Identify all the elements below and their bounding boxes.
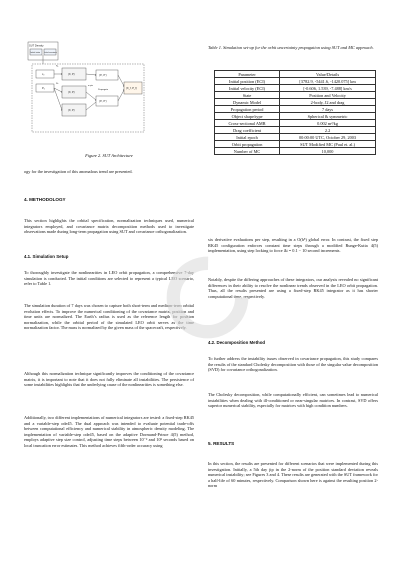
table-cell: Dynamic Model (215, 99, 280, 106)
table-row (215, 106, 376, 113)
table-cell: Drag coefficient (215, 127, 280, 134)
table-row (215, 78, 376, 85)
table-cell: 2.2 (280, 127, 376, 134)
table-cell: Position and Velocity (280, 92, 376, 99)
table-row (215, 99, 376, 106)
paragraph-integrator-2: Notably, despite the differing approaches of these integrators, our analysis revealed no significant differences in their ability to resolve the nonlinear trends observed in the LEO orbit propagation. Thus, all the results presented are using a fixed-step RK45 integrator as it has shorter computational time, respectively. (208, 277, 378, 299)
section-heading-results: 5. RESULTS (208, 441, 235, 446)
sut-architecture-diagram (26, 40, 150, 136)
state-in-2-label: (X, P) (68, 91, 75, 94)
paragraph-simulation-2: The simulation duration of 7 days was chosen to capture both short-term and medium-term orbital evolution effects. To improve the numerical conditioning of the covariance matrix, position and time units are normalized. The Earth’s radius is used as the reference length for position normalization, while the orbital period of the simulated LEO orbit serves as the time normalization factor. The mass is normalized by the given mass of the spacecraft, respectively. (24, 303, 194, 330)
table-cell: 7 days (280, 106, 376, 113)
table-header-row (215, 71, 376, 78)
table-caption: Table 1. Simulation set-up for the orbit uncertainty propagation using SUT and MC approach. (208, 45, 374, 50)
table-cell: [-0.606, 1.539, -7.488] km/s (280, 85, 376, 92)
subsection-heading-simulation-setup: 4.1. Simulation Setup (24, 254, 69, 259)
table-cell: Object shape/type (215, 113, 280, 120)
table-row (215, 120, 376, 127)
paragraph-simulation-4: Additionally, two different implementations of numerical integrators are tested: a fixed-step RK45 and a variable-step ode45. The dual approach was intended to evaluate potential trade-offs between computational efficiency and numerical stability in atmospheric density modeling. The implementation of variable-step ode45, based on the adaptive Dormand-Prince 4(5) method, employs adaptive step size control, adjusting time steps between 10⁻³ and 10³ seconds based on local truncation error estimates. This method achieves fifth-order accuracy using (24, 415, 194, 448)
sigma-label: σ-pts (88, 85, 93, 87)
n1-label: N₁ (56, 65, 59, 68)
table-row (215, 92, 376, 99)
table-row (215, 148, 376, 155)
table-cell: Initial epoch (215, 134, 280, 141)
paragraph-decomposition-2: The Cholesky decomposition, while computationally efficient, can sometimes lead to numerical instabilities when dealing with ill-conditioned or near-singular matrices. In contrast, SVD offers superior numerical stability, especially for matrices with high condition numbers. (208, 392, 378, 408)
x0-label: x₀ (42, 73, 45, 76)
table-cell: Initial velocity (ECI) (215, 85, 280, 92)
table-cell: Propagation period (215, 106, 280, 113)
table-cell: 0.002 m²/kg (280, 120, 376, 127)
paragraph-methodology: This section highlights the orbital specification, normalization techniques used, numerical integrators employed, and covariance matrix decomposition methods used to investigate observations made during long-term propagation using SUT and covariance orthogonalization. (24, 218, 194, 234)
table-cell: Orbit propagation (215, 141, 280, 148)
table-header-cell: Value/Details (280, 71, 376, 78)
final-label: (X_f, P_f) (126, 87, 137, 90)
table-cell: Initial position (ECI) (215, 78, 280, 85)
table-cell: [3782.9, -5441.6, -1420.075] km (280, 78, 376, 85)
table-header-cell: Parameter (215, 71, 280, 78)
propagate-label: Propagate (98, 89, 109, 91)
table-row (215, 141, 376, 148)
section-heading-methodology: 4. METHODOLOGY (24, 197, 66, 202)
sut-density-label: SUT Density (29, 44, 44, 48)
paragraph-simulation-1: To thoroughly investigate the nonlinearities in LEO orbit propagation, a comprehensive 7-day simulation is conducted. The initial conditions are selected to represent a typical LEO scenario, refer to Table 1. (24, 270, 194, 286)
p0-label: P₀ (42, 87, 45, 90)
x0-box (36, 70, 54, 78)
paragraph-simulation-3: Although this normalization technique significantly improves the conditioning of the covariance matrix, it is important to note that it does not fully eliminate all instabilities. The persistence of some instabilities highlights that the underlying cause of the nonlinearities is something else. (24, 371, 194, 387)
table-row (215, 127, 376, 134)
state-out-1-label: (X', P') (99, 74, 107, 77)
table-cell: 10,000 (280, 148, 376, 155)
state-in-3-label: (X, P) (68, 109, 75, 112)
table-cell: 2-body, J2 and drag (280, 99, 376, 106)
p0-box (36, 84, 54, 92)
paragraph-continuation: ogy for the investigation of this anomalous trend are presented. (24, 169, 133, 174)
initial-cov-label: Initial covariance (44, 52, 57, 54)
state-out-2-label: (X', P') (99, 100, 107, 103)
table-row (215, 134, 376, 141)
paragraph-results: In this section, the results are presented for different scenarios that were implemented during this investigation. Initially, a 5th day jip in the 2-norm of the position standard deviation reveals numerical instability; see Figures 3 and 4. These results are generated with the SUT framework for a half-life of 60 minutes, respectively. Comparison shown here is against the resulting position 2-norm (208, 461, 378, 488)
table-cell: State (215, 92, 280, 99)
figure-caption: Figure 2. SUT Architecture (85, 153, 133, 158)
state-in-1-label: (X, P) (68, 73, 75, 76)
initial-state-label: Initial state (30, 52, 41, 54)
subsection-heading-decomposition: 4.2. Decomposition Method (208, 340, 266, 345)
table-cell: Number of MC (215, 148, 280, 155)
table-cell: Spherical & symmetric (280, 113, 376, 120)
n2-label: N₂ (56, 83, 59, 85)
paragraph-decomposition-1: To further address the instability issues observed in covariance propagation, this study compares the results of the standard Cholesky decomposition with those of the singular value decomposition (SVD) for covariance orthogonalization. (208, 356, 378, 372)
table-cell: Cross-sectional AMR (215, 120, 280, 127)
table-cell: SUT Modified MC (Paul et. al.) (280, 141, 376, 148)
table-cell: 00:00:00 UTC, October 29, 2003 (280, 134, 376, 141)
paragraph-integrator-1: six derivative evaluations per step, resulting in a O(h⁵) global error. In contrast, the fixed step RK45 configuration enforces constant time steps through a modified Runge-Kutta 4(5) implementation, using step locking to force Δt = 0.1 − 10 second increments. (208, 237, 378, 253)
simulation-setup-table (214, 70, 376, 155)
table-row (215, 85, 376, 92)
table-row (215, 113, 376, 120)
